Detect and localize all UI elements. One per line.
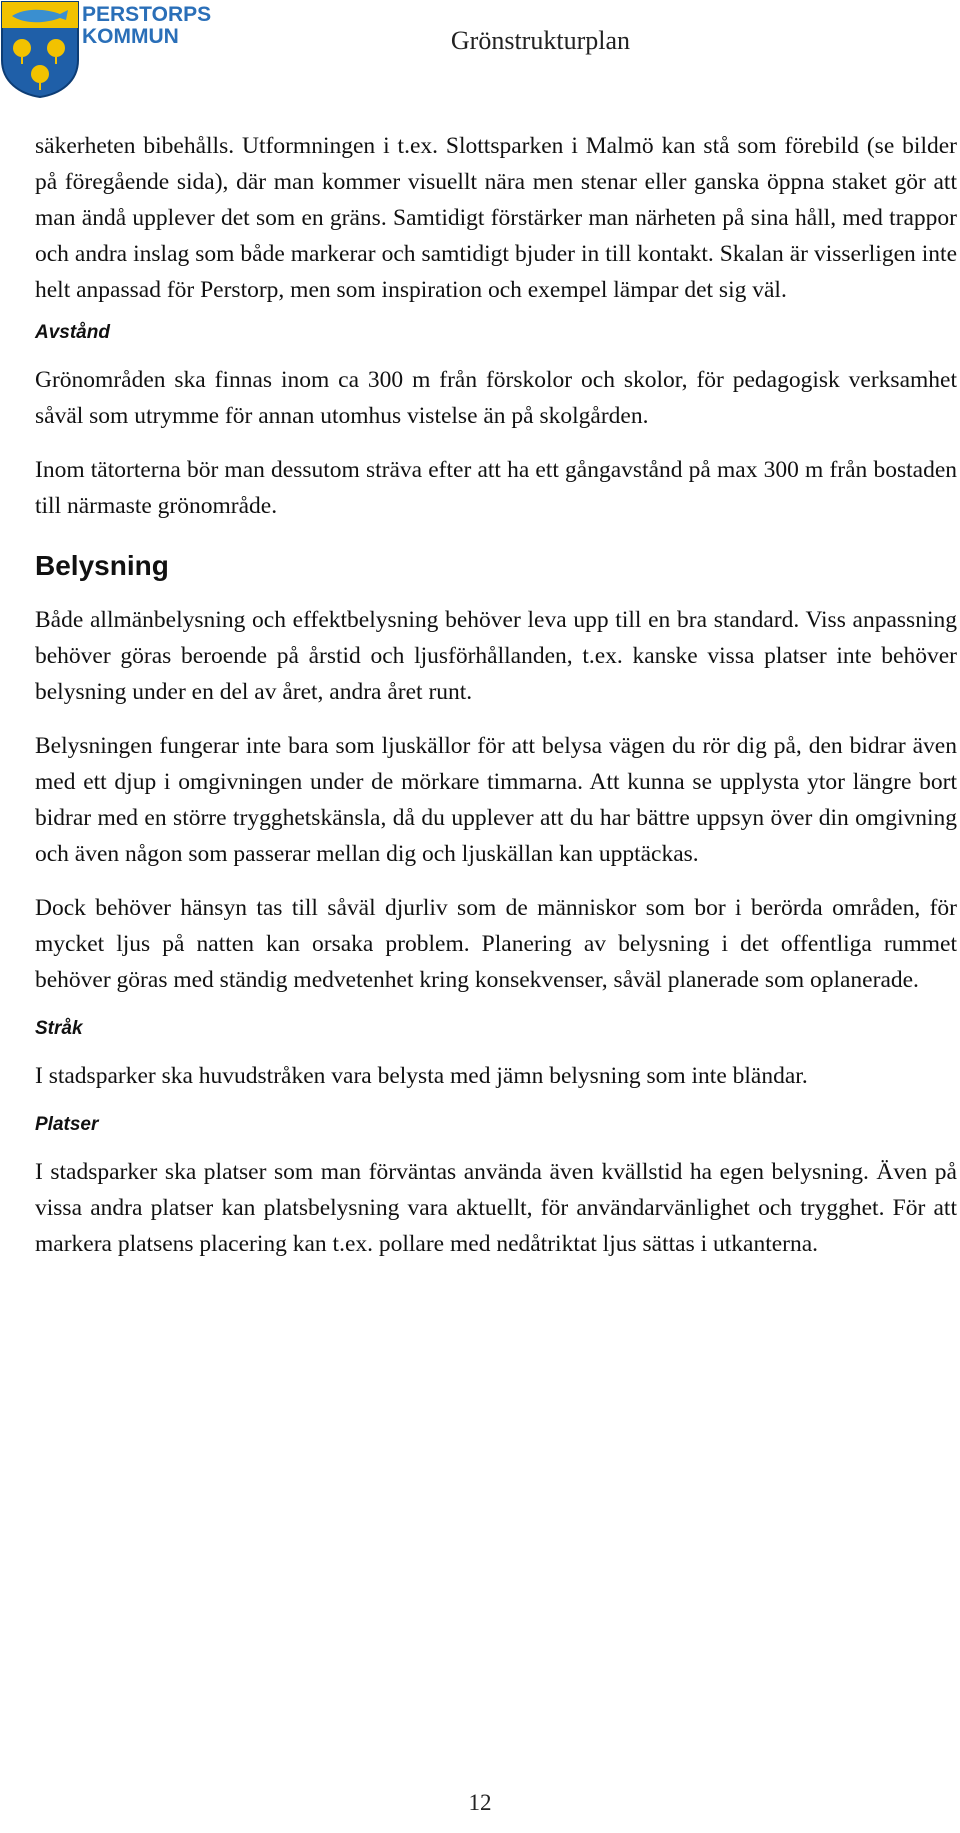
paragraph-gangavstand: Inom tätorterna bör man dessutom sträva efter att ha ett gångavstånd på max 300 m från bostaden till närmaste grönområde. xyxy=(35,457,957,519)
heading-strak: Stråk xyxy=(35,1018,83,1039)
paragraph-allmanbelysning: Både allmänbelysning och effektbelysning behöver leva upp till en bra standard. Viss anpassning behöver göras beroende på årstid och ljusförhållanden, t.ex. kanske vissa platser inte behöver belysning under en del av året, andra året runt. xyxy=(35,607,957,705)
logo-wordmark xyxy=(82,4,211,48)
paragraph-platsbelysning: I stadsparker ska platser som man förväntas använda även kvällstid ha egen belysning. Även på vissa andra platser kan platsbelysning vara aktuellt, för användarvänlighet och trygghet. För att markera platsens placering kan t.ex. pollare med nedåtriktat ljus sättas i utkanterna. xyxy=(35,1159,957,1257)
municipality-logo xyxy=(0,0,212,100)
heading-avstand: Avstånd xyxy=(35,322,110,343)
heading-platser: Platser xyxy=(35,1114,99,1135)
coat-of-arms-icon xyxy=(0,0,82,98)
heading-belysning: Belysning xyxy=(35,550,169,581)
paragraph-hansyn-djurliv: Dock behöver hänsyn tas till såväl djurliv som de människor som bor i berörda områden, för mycket ljus på natten kan orsaka problem. Planering av belysning i det offentliga rummet behöver göras med ständig medvetenhet kring konsekvenser, såväl planerade som oplanerade. xyxy=(35,895,957,993)
logo-line-kommun: KOMMUN xyxy=(82,25,179,48)
page-header xyxy=(0,0,960,100)
logo-line-perstorps: PERSTORPS xyxy=(82,3,212,26)
page-content xyxy=(35,128,957,1280)
document-title: Grönstrukturplan xyxy=(450,26,630,55)
page-number: 12 xyxy=(468,1790,492,1815)
paragraph-ljuskallor: Belysningen fungerar inte bara som ljuskällor för att belysa vägen du rör dig på, den bidrar även med ett djup i omgivningen under de mörkare timmarna. Att kunna se upplysta ytor längre bort bidrar med en större trygghetskänsla, då du upplever att du har bättre uppsyn över din omgivning och även någon som passerar mellan dig och ljuskällan kan upptäckas. xyxy=(35,733,957,867)
paragraph-slottsparken: säkerheten bibehålls. Utformningen i t.ex. Slottsparken i Malmö kan stå som förebild (se bilder på föregående sida), där man kommer visuellt nära men stenar eller ganska öppna staket gör att man ändå upplever det som en gräns. Samtidigt förstärker man närheten på sina håll, med trappor och andra inslag som både markerar och samtidigt bjuder in till kontakt. Skalan är visserligen inte helt anpassad för Perstorp, men som inspiration och exempel lämpar det sig väl. xyxy=(35,133,957,303)
paragraph-huvudstraken: I stadsparker ska huvudstråken vara belysta med jämn belysning som inte bländar. xyxy=(35,1063,808,1089)
paragraph-gronomraden-skolor: Grönområden ska finnas inom ca 300 m från förskolor och skolor, för pedagogisk verksamhet såväl som utrymme för annan utomhus vistelse än på skolgården. xyxy=(35,367,957,429)
